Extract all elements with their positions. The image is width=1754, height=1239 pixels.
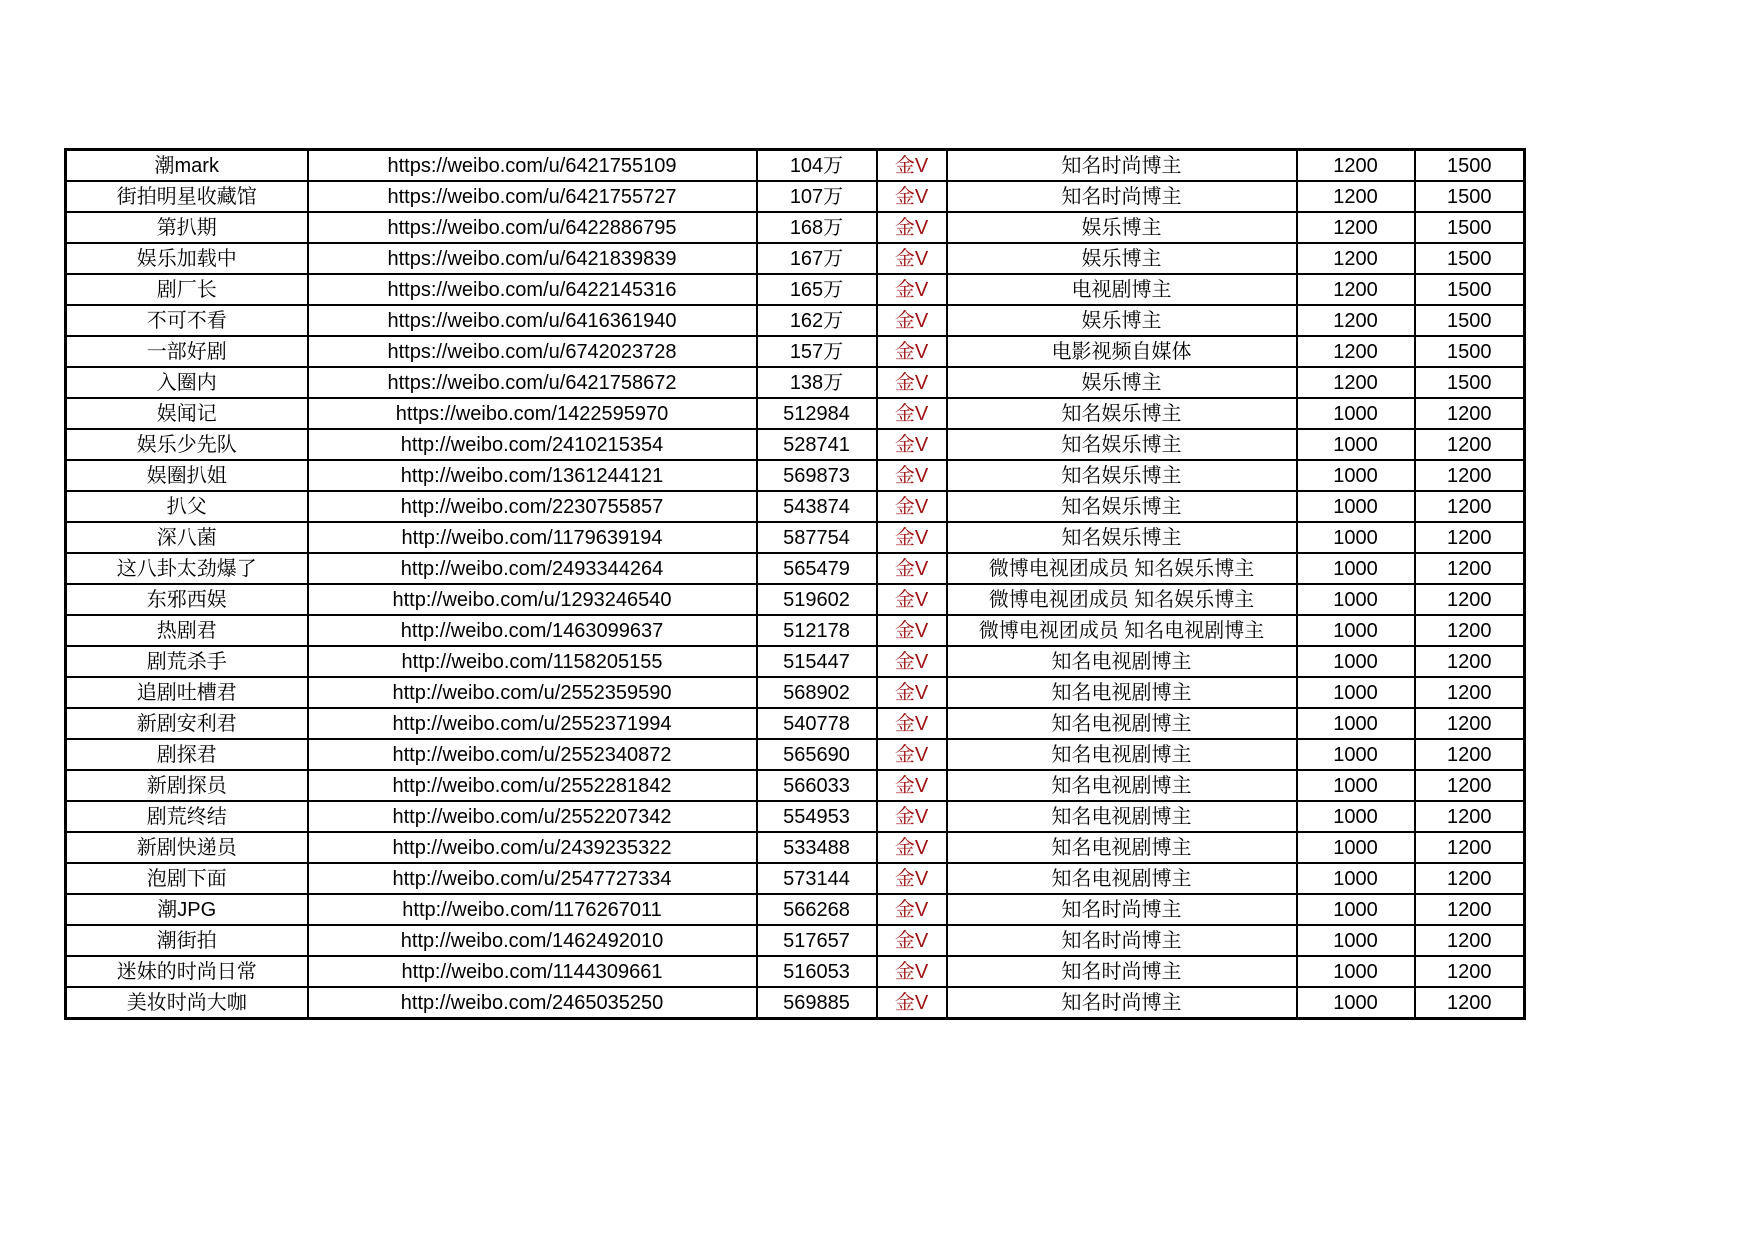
- account-name-cell: 剧荒终结: [66, 801, 308, 832]
- gold-v-badge: 金V: [877, 181, 947, 212]
- price-first-cell: 1000: [1297, 522, 1415, 553]
- followers-count-cell: 519602: [757, 584, 877, 615]
- account-name-cell: 街拍明星收藏馆: [66, 181, 308, 212]
- account-url-cell: http://weibo.com/1176267011: [308, 894, 757, 925]
- followers-count-cell: 165万: [757, 274, 877, 305]
- category-cell: 娱乐博主: [947, 305, 1297, 336]
- account-url-cell: http://weibo.com/u/2552340872: [308, 739, 757, 770]
- account-url-cell: https://weibo.com/u/6742023728: [308, 336, 757, 367]
- followers-count-cell: 566033: [757, 770, 877, 801]
- account-url-cell: http://weibo.com/1144309661: [308, 956, 757, 987]
- category-cell: 微博电视团成员 知名娱乐博主: [947, 584, 1297, 615]
- account-url-cell: https://weibo.com/u/6422886795: [308, 212, 757, 243]
- gold-v-badge: 金V: [877, 615, 947, 646]
- table-row: [66, 398, 1525, 429]
- followers-count-cell: 554953: [757, 801, 877, 832]
- category-cell: 知名娱乐博主: [947, 491, 1297, 522]
- account-name-cell: 热剧君: [66, 615, 308, 646]
- gold-v-badge: 金V: [877, 832, 947, 863]
- price-first-cell: 1200: [1297, 243, 1415, 274]
- price-first-cell: 1000: [1297, 584, 1415, 615]
- price-second-cell: 1200: [1415, 677, 1525, 708]
- price-first-cell: 1000: [1297, 832, 1415, 863]
- account-url-cell: http://weibo.com/1463099637: [308, 615, 757, 646]
- account-url-cell: http://weibo.com/u/2552281842: [308, 770, 757, 801]
- table-row: [66, 336, 1525, 367]
- followers-count-cell: 157万: [757, 336, 877, 367]
- price-first-cell: 1200: [1297, 274, 1415, 305]
- table-row: [66, 894, 1525, 925]
- gold-v-badge: 金V: [877, 956, 947, 987]
- table-row: [66, 460, 1525, 491]
- category-cell: 娱乐博主: [947, 243, 1297, 274]
- table-row: [66, 305, 1525, 336]
- account-url-cell: http://weibo.com/1462492010: [308, 925, 757, 956]
- account-name-cell: 潮街拍: [66, 925, 308, 956]
- account-url-cell: http://weibo.com/u/2552359590: [308, 677, 757, 708]
- followers-count-cell: 107万: [757, 181, 877, 212]
- category-cell: 知名娱乐博主: [947, 398, 1297, 429]
- price-second-cell: 1500: [1415, 305, 1525, 336]
- followers-count-cell: 162万: [757, 305, 877, 336]
- category-cell: 知名时尚博主: [947, 987, 1297, 1019]
- category-cell: 知名时尚博主: [947, 925, 1297, 956]
- price-second-cell: 1200: [1415, 956, 1525, 987]
- followers-count-cell: 528741: [757, 429, 877, 460]
- table-row: [66, 553, 1525, 584]
- account-url-cell: http://weibo.com/2465035250: [308, 987, 757, 1019]
- account-name-cell: 新剧探员: [66, 770, 308, 801]
- table-row: [66, 429, 1525, 460]
- account-name-cell: 潮mark: [66, 150, 308, 182]
- account-url-cell: http://weibo.com/1158205155: [308, 646, 757, 677]
- price-second-cell: 1200: [1415, 863, 1525, 894]
- price-first-cell: 1000: [1297, 801, 1415, 832]
- category-cell: 微博电视团成员 知名电视剧博主: [947, 615, 1297, 646]
- weibo-accounts-table: [64, 148, 1526, 1020]
- table-row: [66, 615, 1525, 646]
- account-name-cell: 新剧快递员: [66, 832, 308, 863]
- account-url-cell: http://weibo.com/u/1293246540: [308, 584, 757, 615]
- account-url-cell: https://weibo.com/u/6416361940: [308, 305, 757, 336]
- account-url-cell: http://weibo.com/1179639194: [308, 522, 757, 553]
- gold-v-badge: 金V: [877, 367, 947, 398]
- account-url-cell: http://weibo.com/u/2439235322: [308, 832, 757, 863]
- price-first-cell: 1000: [1297, 398, 1415, 429]
- price-second-cell: 1500: [1415, 212, 1525, 243]
- account-url-cell: http://weibo.com/u/2547727334: [308, 863, 757, 894]
- price-first-cell: 1200: [1297, 181, 1415, 212]
- followers-count-cell: 569885: [757, 987, 877, 1019]
- price-first-cell: 1000: [1297, 708, 1415, 739]
- price-second-cell: 1500: [1415, 367, 1525, 398]
- gold-v-badge: 金V: [877, 212, 947, 243]
- gold-v-badge: 金V: [877, 894, 947, 925]
- category-cell: 电影视频自媒体: [947, 336, 1297, 367]
- followers-count-cell: 104万: [757, 150, 877, 182]
- price-second-cell: 1200: [1415, 491, 1525, 522]
- account-url-cell: http://weibo.com/2493344264: [308, 553, 757, 584]
- gold-v-badge: 金V: [877, 708, 947, 739]
- price-first-cell: 1000: [1297, 863, 1415, 894]
- category-cell: 知名电视剧博主: [947, 677, 1297, 708]
- table-row: [66, 491, 1525, 522]
- category-cell: 知名时尚博主: [947, 894, 1297, 925]
- price-first-cell: 1200: [1297, 305, 1415, 336]
- price-first-cell: 1000: [1297, 491, 1415, 522]
- price-second-cell: 1200: [1415, 646, 1525, 677]
- gold-v-badge: 金V: [877, 770, 947, 801]
- price-second-cell: 1500: [1415, 243, 1525, 274]
- account-name-cell: 娱圈扒姐: [66, 460, 308, 491]
- account-url-cell: https://weibo.com/u/6421839839: [308, 243, 757, 274]
- table-row: [66, 584, 1525, 615]
- followers-count-cell: 512178: [757, 615, 877, 646]
- account-name-cell: 娱闻记: [66, 398, 308, 429]
- table-row: [66, 274, 1525, 305]
- table-row: [66, 987, 1525, 1019]
- price-second-cell: 1200: [1415, 770, 1525, 801]
- price-second-cell: 1500: [1415, 181, 1525, 212]
- gold-v-badge: 金V: [877, 553, 947, 584]
- category-cell: 知名电视剧博主: [947, 863, 1297, 894]
- followers-count-cell: 138万: [757, 367, 877, 398]
- price-first-cell: 1000: [1297, 987, 1415, 1019]
- price-first-cell: 1000: [1297, 739, 1415, 770]
- gold-v-badge: 金V: [877, 646, 947, 677]
- account-name-cell: 新剧安利君: [66, 708, 308, 739]
- followers-count-cell: 543874: [757, 491, 877, 522]
- table-row: [66, 150, 1525, 182]
- table-row: [66, 181, 1525, 212]
- price-first-cell: 1000: [1297, 956, 1415, 987]
- account-url-cell: http://weibo.com/2410215354: [308, 429, 757, 460]
- account-name-cell: 扒父: [66, 491, 308, 522]
- account-name-cell: 一部好剧: [66, 336, 308, 367]
- price-second-cell: 1200: [1415, 801, 1525, 832]
- price-first-cell: 1000: [1297, 894, 1415, 925]
- account-name-cell: 潮JPG: [66, 894, 308, 925]
- price-first-cell: 1000: [1297, 615, 1415, 646]
- table-row: [66, 243, 1525, 274]
- gold-v-badge: 金V: [877, 429, 947, 460]
- price-first-cell: 1000: [1297, 646, 1415, 677]
- account-url-cell: http://weibo.com/1361244121: [308, 460, 757, 491]
- table-row: [66, 367, 1525, 398]
- gold-v-badge: 金V: [877, 522, 947, 553]
- table-row: [66, 801, 1525, 832]
- account-name-cell: 娱乐加载中: [66, 243, 308, 274]
- account-url-cell: https://weibo.com/u/6421755727: [308, 181, 757, 212]
- followers-count-cell: 540778: [757, 708, 877, 739]
- price-second-cell: 1200: [1415, 987, 1525, 1019]
- table-row: [66, 925, 1525, 956]
- followers-count-cell: 566268: [757, 894, 877, 925]
- category-cell: 娱乐博主: [947, 367, 1297, 398]
- table-row: [66, 522, 1525, 553]
- price-second-cell: 1500: [1415, 150, 1525, 182]
- gold-v-badge: 金V: [877, 491, 947, 522]
- account-name-cell: 深八菌: [66, 522, 308, 553]
- account-name-cell: 不可不看: [66, 305, 308, 336]
- account-name-cell: 迷妹的时尚日常: [66, 956, 308, 987]
- category-cell: 知名时尚博主: [947, 150, 1297, 182]
- price-second-cell: 1200: [1415, 398, 1525, 429]
- account-name-cell: 入圈内: [66, 367, 308, 398]
- account-name-cell: 东邪西娱: [66, 584, 308, 615]
- price-second-cell: 1200: [1415, 615, 1525, 646]
- price-second-cell: 1200: [1415, 708, 1525, 739]
- followers-count-cell: 565479: [757, 553, 877, 584]
- category-cell: 娱乐博主: [947, 212, 1297, 243]
- category-cell: 知名娱乐博主: [947, 429, 1297, 460]
- price-first-cell: 1000: [1297, 553, 1415, 584]
- price-second-cell: 1500: [1415, 274, 1525, 305]
- account-url-cell: http://weibo.com/2230755857: [308, 491, 757, 522]
- price-first-cell: 1000: [1297, 925, 1415, 956]
- account-name-cell: 剧厂长: [66, 274, 308, 305]
- category-cell: 知名时尚博主: [947, 956, 1297, 987]
- followers-count-cell: 568902: [757, 677, 877, 708]
- table-row: [66, 770, 1525, 801]
- account-url-cell: https://weibo.com/1422595970: [308, 398, 757, 429]
- category-cell: 知名电视剧博主: [947, 739, 1297, 770]
- category-cell: 电视剧博主: [947, 274, 1297, 305]
- account-name-cell: 追剧吐槽君: [66, 677, 308, 708]
- table-row: [66, 739, 1525, 770]
- price-first-cell: 1000: [1297, 429, 1415, 460]
- followers-count-cell: 516053: [757, 956, 877, 987]
- followers-count-cell: 512984: [757, 398, 877, 429]
- price-second-cell: 1200: [1415, 832, 1525, 863]
- price-second-cell: 1200: [1415, 522, 1525, 553]
- gold-v-badge: 金V: [877, 274, 947, 305]
- price-first-cell: 1000: [1297, 460, 1415, 491]
- category-cell: 知名时尚博主: [947, 181, 1297, 212]
- category-cell: 知名娱乐博主: [947, 460, 1297, 491]
- category-cell: 知名电视剧博主: [947, 646, 1297, 677]
- gold-v-badge: 金V: [877, 460, 947, 491]
- table-row: [66, 212, 1525, 243]
- gold-v-badge: 金V: [877, 677, 947, 708]
- account-url-cell: http://weibo.com/u/2552207342: [308, 801, 757, 832]
- price-second-cell: 1200: [1415, 739, 1525, 770]
- gold-v-badge: 金V: [877, 150, 947, 182]
- account-name-cell: 第扒期: [66, 212, 308, 243]
- category-cell: 知名电视剧博主: [947, 770, 1297, 801]
- followers-count-cell: 565690: [757, 739, 877, 770]
- table-row: [66, 646, 1525, 677]
- account-name-cell: 泡剧下面: [66, 863, 308, 894]
- followers-count-cell: 168万: [757, 212, 877, 243]
- table-row: [66, 832, 1525, 863]
- price-second-cell: 1200: [1415, 553, 1525, 584]
- price-first-cell: 1000: [1297, 677, 1415, 708]
- table-row: [66, 708, 1525, 739]
- category-cell: 微博电视团成员 知名娱乐博主: [947, 553, 1297, 584]
- gold-v-badge: 金V: [877, 801, 947, 832]
- price-second-cell: 1200: [1415, 460, 1525, 491]
- gold-v-badge: 金V: [877, 243, 947, 274]
- gold-v-badge: 金V: [877, 925, 947, 956]
- followers-count-cell: 573144: [757, 863, 877, 894]
- account-url-cell: https://weibo.com/u/6422145316: [308, 274, 757, 305]
- category-cell: 知名电视剧博主: [947, 708, 1297, 739]
- followers-count-cell: 587754: [757, 522, 877, 553]
- account-name-cell: 这八卦太劲爆了: [66, 553, 308, 584]
- table-row: [66, 863, 1525, 894]
- account-name-cell: 娱乐少先队: [66, 429, 308, 460]
- account-url-cell: https://weibo.com/u/6421755109: [308, 150, 757, 182]
- gold-v-badge: 金V: [877, 863, 947, 894]
- category-cell: 知名电视剧博主: [947, 801, 1297, 832]
- table-body: [66, 150, 1525, 1019]
- price-second-cell: 1200: [1415, 925, 1525, 956]
- followers-count-cell: 167万: [757, 243, 877, 274]
- account-name-cell: 剧探君: [66, 739, 308, 770]
- price-first-cell: 1200: [1297, 336, 1415, 367]
- account-url-cell: http://weibo.com/u/2552371994: [308, 708, 757, 739]
- gold-v-badge: 金V: [877, 398, 947, 429]
- table-row: [66, 677, 1525, 708]
- gold-v-badge: 金V: [877, 305, 947, 336]
- category-cell: 知名娱乐博主: [947, 522, 1297, 553]
- price-first-cell: 1200: [1297, 367, 1415, 398]
- gold-v-badge: 金V: [877, 584, 947, 615]
- price-second-cell: 1200: [1415, 894, 1525, 925]
- followers-count-cell: 533488: [757, 832, 877, 863]
- table-row: [66, 956, 1525, 987]
- gold-v-badge: 金V: [877, 739, 947, 770]
- price-second-cell: 1200: [1415, 584, 1525, 615]
- price-first-cell: 1200: [1297, 212, 1415, 243]
- category-cell: 知名电视剧博主: [947, 832, 1297, 863]
- price-first-cell: 1000: [1297, 770, 1415, 801]
- price-second-cell: 1200: [1415, 429, 1525, 460]
- account-name-cell: 剧荒杀手: [66, 646, 308, 677]
- account-url-cell: https://weibo.com/u/6421758672: [308, 367, 757, 398]
- price-second-cell: 1500: [1415, 336, 1525, 367]
- gold-v-badge: 金V: [877, 987, 947, 1019]
- followers-count-cell: 517657: [757, 925, 877, 956]
- followers-count-cell: 515447: [757, 646, 877, 677]
- account-name-cell: 美妆时尚大咖: [66, 987, 308, 1019]
- price-first-cell: 1200: [1297, 150, 1415, 182]
- gold-v-badge: 金V: [877, 336, 947, 367]
- followers-count-cell: 569873: [757, 460, 877, 491]
